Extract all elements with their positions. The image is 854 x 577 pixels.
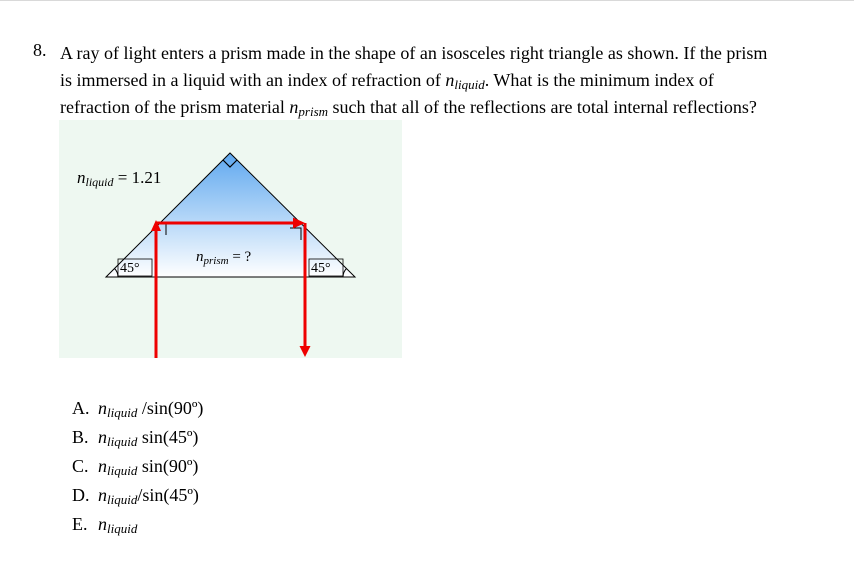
question-line-1: A ray of light enters a prism made in the shape of an isosceles right triangle as shown. If the prism (60, 43, 768, 63)
choice-n-symbol: n (98, 514, 107, 534)
question-line-2-text: is immersed in a liquid with an index of refraction of (60, 70, 446, 90)
choice-n-subscript: liquid (107, 405, 138, 420)
prism-n-value: = ? (228, 249, 252, 265)
choice-expression: sin(45º) (137, 427, 199, 447)
question-line-2-end: . What is the minimum index of (484, 70, 714, 90)
choice-letter: B. (72, 427, 89, 447)
question-line-3-text: refraction of the prism material (60, 97, 290, 117)
prism-diagram (59, 120, 402, 358)
choice-letter: D. (72, 485, 90, 505)
choice-expression: sin(90º) (137, 456, 199, 476)
choice-n-symbol: n (98, 398, 107, 418)
choice-letter: C. (72, 456, 89, 476)
choice-n-subscript: liquid (107, 434, 138, 449)
choice-n-subscript: liquid (107, 492, 138, 507)
ray-arrow-down-icon (300, 346, 311, 357)
choice-letter: A. (72, 398, 90, 418)
liquid-index-label (77, 168, 161, 189)
choice-n-symbol: n (98, 456, 107, 476)
liquid-n-value: = 1.21 (113, 168, 162, 187)
right-angle-label: 45° (311, 261, 331, 276)
question-number: 8. (33, 40, 47, 60)
choice-expression: /sin(90º) (137, 398, 204, 418)
choice-a[interactable] (72, 398, 203, 427)
choice-n-symbol: n (98, 427, 107, 447)
question-line-3 (60, 94, 840, 121)
prism-n-subscript: prism (203, 255, 229, 267)
choice-n-symbol: n (98, 485, 107, 505)
n-liquid-symbol: n (445, 70, 455, 90)
question-text (60, 40, 840, 121)
answer-choices (72, 398, 203, 543)
choice-e[interactable] (72, 514, 203, 543)
choice-c[interactable] (72, 456, 203, 485)
left-angle-label: 45° (120, 261, 140, 276)
question-line-3-end: such that all of the reflections are total internal reflections? (328, 97, 757, 117)
choice-d[interactable] (72, 485, 203, 514)
choice-n-subscript: liquid (107, 463, 138, 478)
question-line-2 (60, 67, 840, 94)
top-divider (0, 0, 854, 1)
choice-expression: /sin(45º) (137, 485, 199, 505)
n-prism-subscript: prism (298, 104, 329, 119)
n-prism-symbol: n (289, 97, 299, 117)
choice-n-subscript: liquid (107, 521, 138, 536)
n-liquid-subscript: liquid (454, 77, 485, 92)
prism-n-symbol: n (196, 249, 204, 265)
liquid-n-subscript: liquid (85, 175, 114, 189)
choice-b[interactable] (72, 427, 203, 456)
liquid-n-symbol: n (77, 168, 86, 187)
choice-letter: E. (72, 514, 88, 534)
prism-figure (59, 120, 402, 358)
